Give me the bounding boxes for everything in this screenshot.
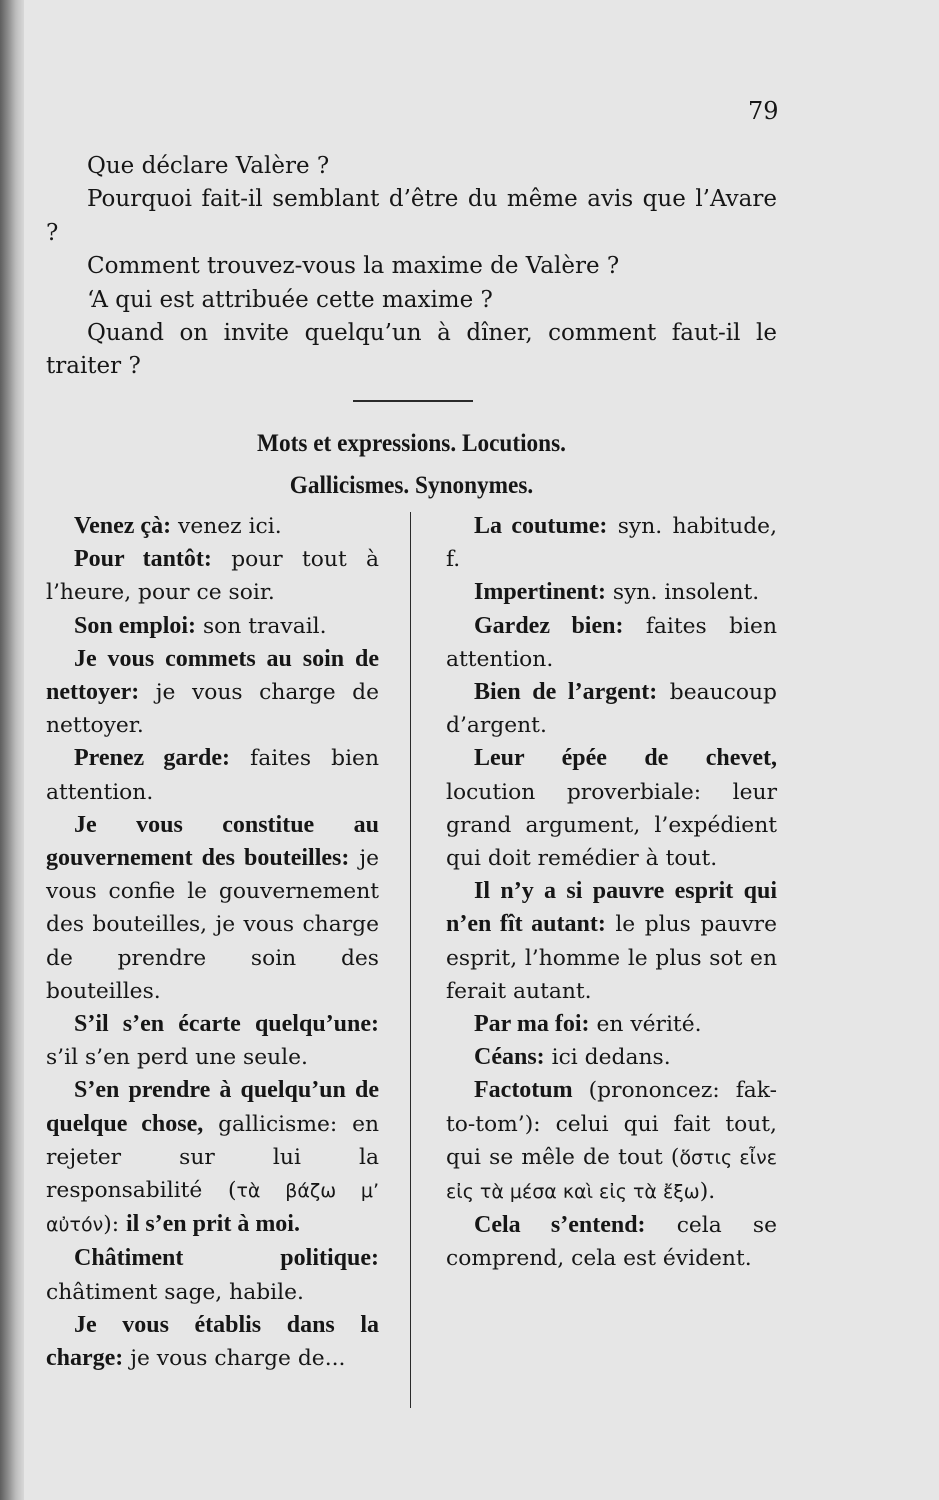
vocab-entry	[46, 1008, 379, 1074]
question: Pourquoi fait-il semblant d’être du même avis que l’Avare ?	[46, 186, 777, 246]
vocab-entry	[46, 643, 379, 743]
vocab-definition-end: ):	[103, 1212, 126, 1238]
vocab-entry	[446, 510, 777, 576]
vocab-entry	[446, 1074, 777, 1209]
vocab-example: il s’en prit à moi.	[125, 1211, 300, 1238]
vocab-definition: locution proverbiale: leur grand argument, l’expédient qui doit remédier à tout.	[446, 779, 777, 872]
vocab-entry	[446, 576, 777, 609]
vocab-term: La coutume:	[474, 513, 608, 539]
vocab-definition: syn. insolent.	[605, 580, 760, 606]
vocab-definition: venez ici.	[171, 514, 282, 539]
section-heading: Mots et expressions. Locutions.	[257, 430, 566, 457]
vocab-entry	[446, 875, 777, 1008]
vocab-definition: (prononcez: fak-to-tom’): celui qui fait tout, qui se mêle de tout (	[446, 1078, 777, 1170]
vocab-entry	[446, 676, 777, 742]
vocab-definition: le plus pauvre esprit, l’homme le plus sot en ferait autant.	[446, 912, 777, 1004]
vocab-definition-end: ).	[699, 1179, 716, 1205]
vocab-definition: en vérité.	[589, 1012, 702, 1038]
vocab-term: Son emploi:	[74, 612, 197, 639]
vocab-entry	[446, 1209, 777, 1275]
vocab-definition: son travail.	[196, 613, 327, 639]
question: Quand on invite quelqu’un à dîner, comment faut-il le traiter ?	[46, 320, 777, 380]
vocab-entry	[46, 1309, 379, 1375]
question-list	[46, 150, 777, 384]
book-binding-shadow	[0, 0, 24, 1500]
vocab-term: Cela s’entend:	[474, 1212, 646, 1239]
vocab-entry	[46, 543, 379, 609]
vocab-term: Pour tantôt:	[74, 546, 212, 573]
vocab-term: Bien de l’argent:	[474, 679, 658, 706]
vocab-entry	[446, 610, 777, 676]
vocab-term: Châtiment politique:	[74, 1245, 379, 1272]
vocab-term: Il n’y a si pauvre esprit qui n’en fît autant:	[446, 878, 777, 938]
vocab-entry	[446, 742, 777, 875]
greek-translation: ὅστις εἶνε εἰς τὰ μέσα καὶ εἰς τὰ ἔξω	[446, 1146, 777, 1204]
vocab-entry	[46, 510, 379, 543]
vocab-entry	[446, 1041, 777, 1074]
vocab-term: Factotum	[474, 1077, 573, 1104]
vocab-entry	[46, 610, 379, 643]
vocab-term: Je vous commets au soin de nettoyer:	[46, 645, 379, 706]
vocab-entry	[46, 1074, 379, 1242]
page-number: 79	[748, 97, 779, 125]
vocab-definition: faites bien attention.	[46, 746, 379, 805]
vocab-term: Prenez garde:	[74, 745, 231, 772]
vocab-definition: beaucoup d’argent.	[446, 680, 777, 739]
vocab-definition: ici dedans.	[544, 1045, 671, 1071]
vocab-definition: s’il s’en perd une seule.	[46, 1045, 308, 1071]
vocabulary-left-column	[46, 510, 379, 1375]
vocab-term: Impertinent:	[474, 579, 606, 606]
vocab-term: Venez çà:	[74, 513, 172, 539]
question: Comment trouvez-vous la maxime de Valère ?	[87, 253, 620, 280]
vocab-definition: châtiment sage, habile.	[46, 1279, 304, 1305]
vocabulary-right-column	[446, 510, 777, 1276]
section-subheading: Gallicismes. Synonymes.	[289, 472, 534, 499]
vocab-term: Je vous établis dans la charge:	[46, 1311, 379, 1372]
section-rule	[353, 400, 473, 402]
vocab-term: Gardez bien:	[474, 612, 624, 639]
vocab-entry	[46, 1242, 379, 1308]
column-divider	[410, 512, 411, 1408]
vocab-entry	[46, 742, 379, 808]
greek-translation: τὰ βάζω μ’ αὐτόν	[46, 1180, 379, 1237]
vocab-term: Par ma foi:	[474, 1011, 590, 1038]
vocab-entry	[46, 809, 379, 1008]
vocab-definition: je vous charge de nettoyer.	[46, 680, 379, 739]
vocab-term: Céans:	[474, 1044, 545, 1071]
vocab-definition: faites bien attention.	[446, 613, 777, 672]
vocab-term: Je vous constitue au gouvernement des bouteilles:	[46, 811, 379, 872]
vocab-term: S’en prendre à quelqu’un de quelque chose,	[46, 1077, 379, 1137]
question: ‘A qui est attribuée cette maxime ?	[87, 286, 493, 313]
question: Que déclare Valère ?	[87, 153, 330, 179]
vocab-term: Leur épée de chevet,	[474, 745, 777, 772]
vocab-definition: je vous confie le gouvernement des bouteilles, je vous charge de prendre soin des bouteilles.	[46, 846, 379, 1004]
vocab-definition: je vous charge de...	[123, 1346, 346, 1372]
vocab-term: S’il s’en écarte quelqu’une:	[74, 1011, 379, 1038]
vocab-definition: syn. habitude, f.	[446, 514, 778, 573]
vocab-entry	[446, 1008, 777, 1041]
vocab-definition: pour tout à l’heure, pour ce soir.	[46, 547, 379, 606]
vocab-definition: gallicisme: en rejeter sur lui la responsabilité (	[46, 1111, 380, 1204]
vocab-definition: cela se comprend, cela est évident.	[446, 1213, 777, 1272]
